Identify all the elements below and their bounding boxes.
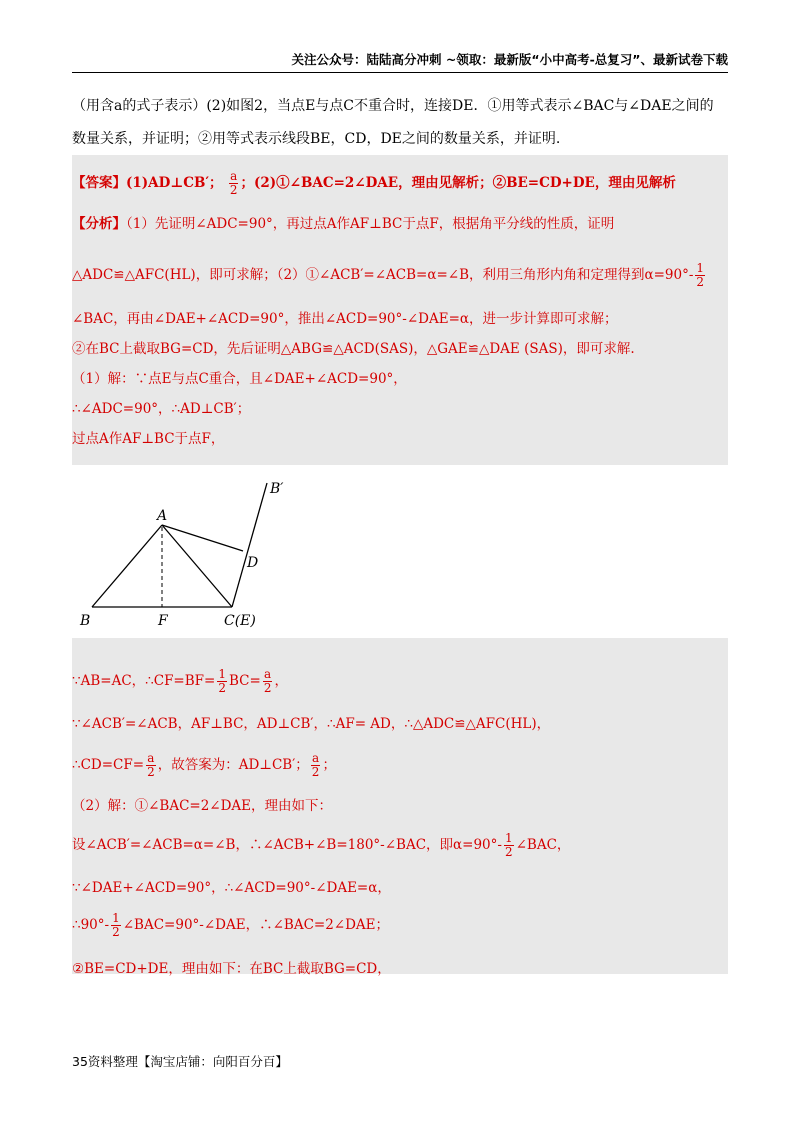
- footer-text: 资料整理【淘宝店铺：向阳百分百】: [87, 1054, 288, 1069]
- solution-line-5: ∵∠ACB′=∠ACB，AF⊥BC，AD⊥CB′，∴AF= AD，∴△ADC≌△AFC(HL)，: [72, 716, 551, 732]
- header-rule: [72, 72, 728, 73]
- solution-line-7: （2）解：①∠BAC=2∠DAE，理由如下：: [72, 798, 333, 814]
- label-B: B: [80, 613, 91, 629]
- question-line-1: （用含a的式子表示）(2)如图2，当点E与点C不重合时，连接DE．①用等式表示∠BAC与∠DAE之间的: [72, 98, 714, 114]
- solution-line-2: ∴∠ADC=90°，∴AD⊥CB′；: [72, 401, 251, 417]
- analysis-line-3: ∠BAC，再由∠DAE+∠ACD=90°，推出∠ACD=90°-∠DAE=α，进一步计算即可求解；: [72, 311, 618, 327]
- label-D: D: [247, 555, 259, 571]
- answer-label: 【答案】: [72, 175, 126, 191]
- solution-line-10: ∴90°- $\frac{1}{2}$ ∠BAC=90°-∠DAE，∴∠BAC=2∠DAE；: [72, 911, 390, 939]
- solution-line-9: ∵∠DAE+∠ACD=90°，∴∠ACD=90°-∠DAE=α，: [72, 880, 391, 896]
- question-line-2: 数量关系，并证明；②用等式表示线段BE，CD，DE之间的数量关系，并证明.: [72, 131, 561, 147]
- label-A: A: [157, 508, 168, 524]
- analysis-line-4: ②在BC上截取BG=CD，先后证明△ABG≌△ACD(SAS)，△GAE≌△DAE (SAS)，即可求解.: [72, 341, 635, 357]
- page-footer: [72, 1052, 288, 1070]
- label-C: C(E): [224, 613, 256, 629]
- solution-line-3: 过点A作AF⊥BC于点F，: [72, 431, 225, 447]
- solution-line-1: （1）解：∵点E与点C重合，且∠DAE+∠ACD=90°，: [72, 371, 407, 387]
- analysis-line-1: 【分析】（1）先证明∠ADC=90°，再过点A作AF⊥BC于点F，根据角平分线的性质，证明: [72, 216, 615, 232]
- analysis-line-2: △ADC≌△AFC(HL)，即可求解；（2）①∠ACB′=∠ACB=α=∠B，利用三角形内角和定理得到α=90°- $\frac{1}{2}$: [72, 261, 705, 289]
- label-F: F: [158, 613, 168, 629]
- geometry-figure: [72, 465, 296, 638]
- fraction: $\frac{a}{2}$: [229, 169, 238, 197]
- solution-line-4: ∵AB=AC，∴CF=BF= $\frac{1}{2}$ BC= $\frac{a}{2}$ ，: [72, 667, 288, 695]
- solution-line-11: ②BE=CD+DE，理由如下：在BC上截取BG=CD，: [72, 961, 391, 977]
- page-number: 35: [72, 1054, 88, 1069]
- solution-line-6: ∴CD=CF= $\frac{a}{2}$ ，故答案为：AD⊥CB′； $\frac{a}{2}$ ；: [72, 751, 336, 779]
- label-Bprime: B′: [270, 481, 284, 497]
- page-header: 关注公众号：陆陆高分冲刺 ~领取：最新版“小中高考-总复习”、最新试卷下载: [291, 52, 728, 67]
- solution-line-8: 设∠ACB′=∠ACB=α=∠B，∴∠ACB+∠B=180°-∠BAC，即α=90°- $\frac{1}{2}$ ∠BAC，: [72, 831, 571, 859]
- answer-line: 【答案】(1)AD⊥CB′； $\frac{a}{2}$ ；(2)①∠BAC=2∠DAE，理由见解析；②BE=CD+DE，理由见解析: [72, 169, 676, 197]
